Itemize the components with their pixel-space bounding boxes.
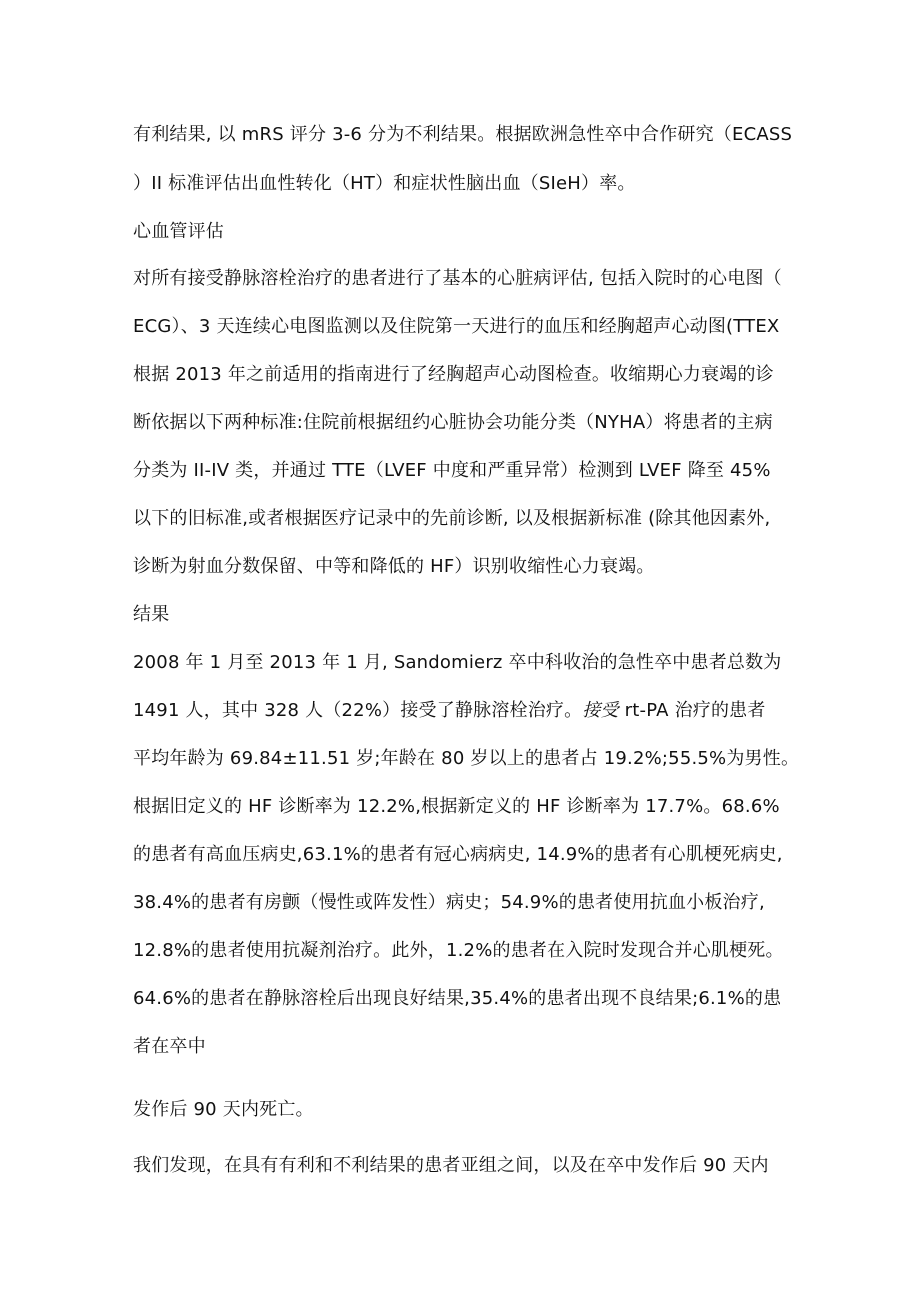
text-line-13-part-2: rt-PA 治疗的患者 bbox=[618, 700, 766, 721]
text-line-22: 我们发现，在具有有利和不利结果的患者亚组之间，以及在卒中发作后 90 天内 bbox=[133, 1155, 769, 1176]
text-line-6: 根据 2013 年之前适用的指南进行了经胸超声心动图检查。收缩期心力衰竭的诊 bbox=[133, 364, 774, 385]
text-line-18: 12.8%的患者使用抗凝剂治疗。此外，1.2%的患者在入院时发现合并心肌梗死。 bbox=[133, 940, 784, 961]
text-line-14: 平均年龄为 69.84±11.51 岁;年龄在 80 岁以上的患者占 19.2%;55.5%为男性。 bbox=[133, 748, 800, 769]
text-line-15: 根据旧定义的 HF 诊断率为 12.2%,根据新定义的 HF 诊断率为 17.7%。68.6% bbox=[133, 796, 780, 817]
text-line-20: 者在卒中 bbox=[133, 1036, 206, 1057]
text-line-17: 38.4%的患者有房颤（慢性或阵发性）病史；54.9%的患者使用抗血小板治疗, bbox=[133, 892, 765, 913]
text-line-13 bbox=[133, 700, 793, 722]
text-line-16: 的患者有高血压病史,63.1%的患者有冠心病病史, 14.9%的患者有心肌梗死病史, bbox=[133, 844, 783, 865]
section-heading-cardiovascular: 心血管评估 bbox=[133, 221, 224, 242]
text-line-21: 发作后 90 天内死亡。 bbox=[133, 1099, 314, 1120]
text-line-4: 对所有接受静脉溶栓治疗的患者进行了基本的心脏病评估, 包括入院时的心电图（ bbox=[133, 268, 782, 289]
text-line-5: ECG）、3 天连续心电图监测以及住院第一天进行的血压和经胸超声心动图(TTEX bbox=[133, 316, 780, 337]
text-line-13-italic: 接受 bbox=[582, 700, 619, 721]
text-line-12: 2008 年 1 月至 2013 年 1 月, Sandomierz 卒中科收治的急性卒中患者总数为 bbox=[133, 652, 782, 673]
text-line-10: 诊断为射血分数保留、中等和降低的 HF）识别收缩性心力衰竭。 bbox=[133, 556, 655, 577]
text-line-9: 以下的旧标准,或者根据医疗记录中的先前诊断, 以及根据新标准 (除其他因素外, bbox=[133, 508, 771, 529]
text-line-13-part-1: 1491 人，其中 328 人（22%）接受了静脉溶栓治疗。 bbox=[133, 700, 583, 721]
text-line-19: 64.6%的患者在静脉溶栓后出现良好结果,35.4%的患者出现不良结果;6.1%的患 bbox=[133, 988, 782, 1009]
text-line-8: 分类为 II-IV 类，并通过 TTE（LVEF 中度和严重异常）检测到 LVEF 降至 45% bbox=[133, 460, 771, 481]
text-line-1: 有利结果, 以 mRS 评分 3-6 分为不利结果。根据欧洲急性卒中合作研究（ECASS bbox=[133, 124, 793, 145]
text-line-7: 断依据以下两种标准:住院前根据纽约心脏协会功能分类（NYHA）将患者的主病 bbox=[133, 412, 773, 433]
section-heading-results: 结果 bbox=[133, 604, 170, 625]
text-line-2: ）II 标准评估出血性转化（HT）和症状性脑出血（SIeH）率。 bbox=[133, 173, 636, 194]
